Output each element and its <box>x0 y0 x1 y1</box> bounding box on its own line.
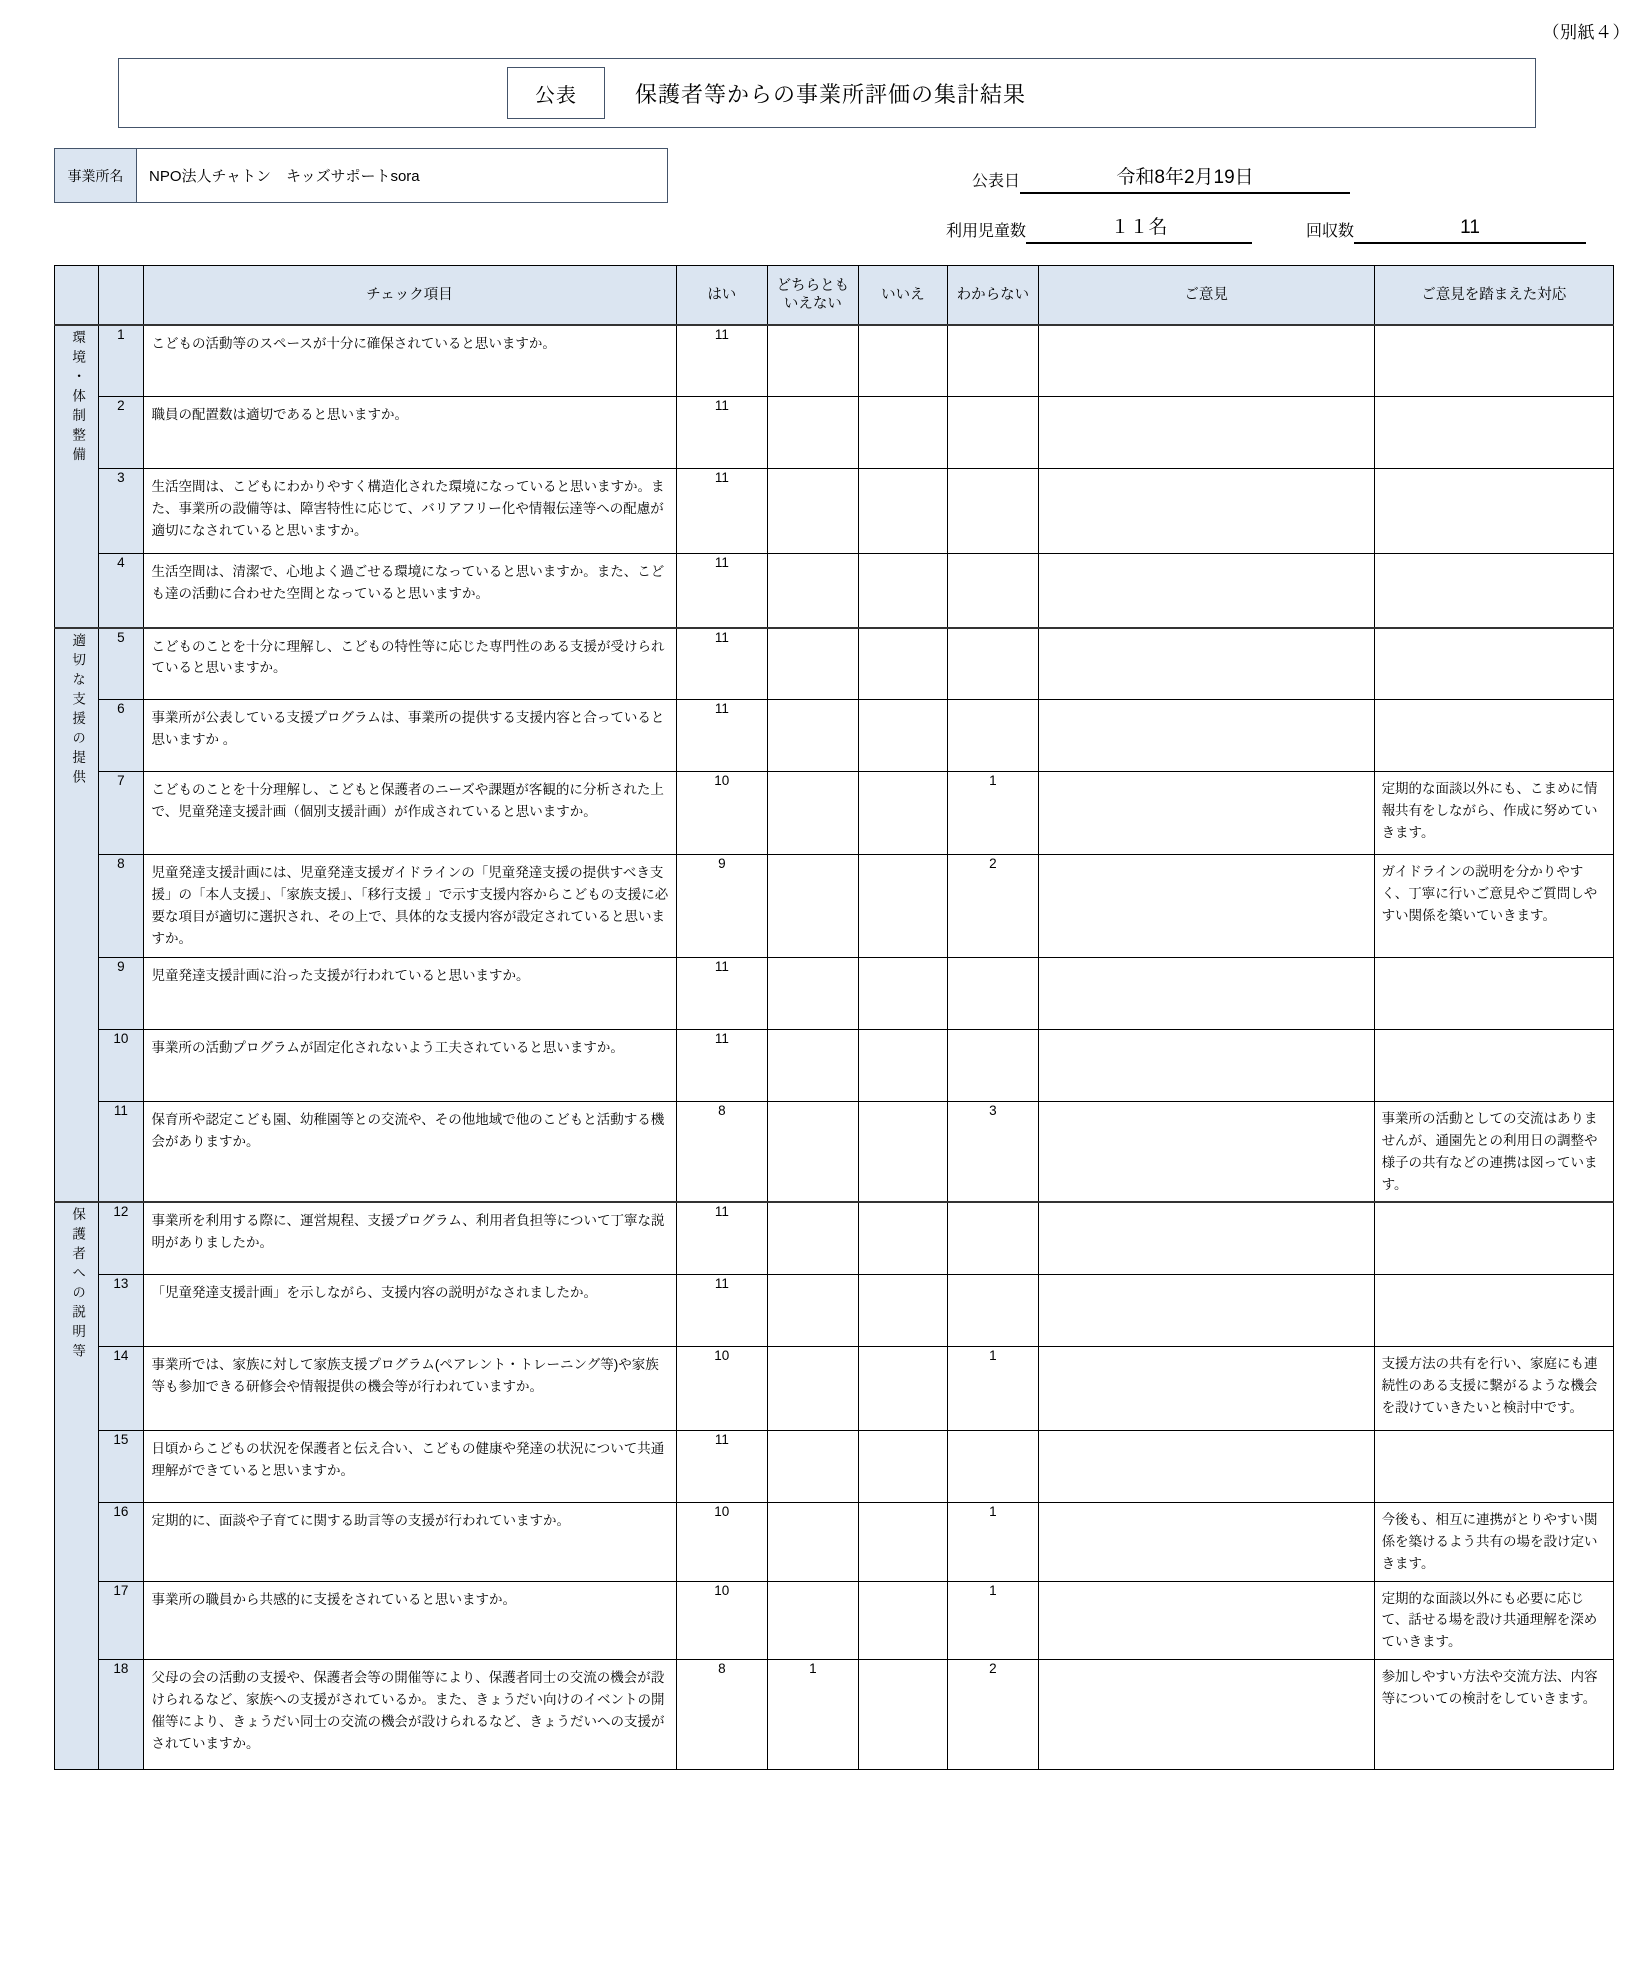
no-count-cell <box>858 325 948 397</box>
table-row <box>55 628 1614 700</box>
question-cell: 事業所が公表している支援プログラムは、事業所の提供する支援内容と合っていると思いますか 。 <box>143 700 676 772</box>
category-cell <box>55 628 99 1203</box>
no-count-cell <box>858 469 948 554</box>
yes-count-cell: 11 <box>676 469 768 554</box>
row-number-cell: 15 <box>99 1430 143 1502</box>
opinion-cell <box>1038 1202 1374 1274</box>
table-body <box>55 325 1614 1770</box>
question-cell: 事業所の職員から共感的に支援をされていると思いますか。 <box>143 1581 676 1660</box>
no-count-cell <box>858 397 948 469</box>
unknown-count-cell <box>948 1202 1039 1274</box>
children-count-value: １１名 <box>1026 212 1252 244</box>
table-row <box>55 1202 1614 1274</box>
unknown-count-cell <box>948 554 1039 628</box>
opinion-cell <box>1038 772 1374 855</box>
response-cell <box>1374 469 1613 554</box>
row-number-cell: 16 <box>99 1502 143 1581</box>
opinion-cell <box>1038 628 1374 700</box>
response-cell <box>1374 554 1613 628</box>
col-header-yes: はい <box>676 266 768 325</box>
opinion-cell <box>1038 554 1374 628</box>
yes-count-cell: 10 <box>676 1581 768 1660</box>
neither-count-cell <box>768 958 859 1030</box>
opinion-cell <box>1038 1274 1374 1346</box>
opinion-cell <box>1038 325 1374 397</box>
question-cell: 定期的に、面談や子育てに関する助言等の支援が行われていますか。 <box>143 1502 676 1581</box>
col-header-opinion: ご意見 <box>1038 266 1374 325</box>
opinion-cell <box>1038 1660 1374 1770</box>
no-count-cell <box>858 855 948 958</box>
opinion-cell <box>1038 469 1374 554</box>
table-row <box>55 700 1614 772</box>
row-number-cell: 7 <box>99 772 143 855</box>
col-header-number <box>99 266 143 325</box>
col-header-no: いいえ <box>858 266 948 325</box>
question-cell: 職員の配置数は適切であると思いますか。 <box>143 397 676 469</box>
yes-count-cell: 11 <box>676 1202 768 1274</box>
table-row <box>55 1274 1614 1346</box>
neither-count-cell <box>768 469 859 554</box>
collected-count-label: 回収数 <box>1306 223 1355 240</box>
neither-count-cell <box>768 325 859 397</box>
yes-count-cell: 11 <box>676 958 768 1030</box>
row-number-cell: 18 <box>99 1660 143 1770</box>
neither-count-cell <box>768 628 859 700</box>
table-row <box>55 1030 1614 1102</box>
row-number-cell: 1 <box>99 325 143 397</box>
yes-count-cell: 11 <box>676 1430 768 1502</box>
unknown-count-cell <box>948 469 1039 554</box>
row-number-cell: 10 <box>99 1030 143 1102</box>
table-row <box>55 554 1614 628</box>
opinion-cell <box>1038 1030 1374 1102</box>
row-number-cell: 9 <box>99 958 143 1030</box>
yes-count-cell: 11 <box>676 397 768 469</box>
unknown-count-cell: 1 <box>948 1502 1039 1581</box>
category-label: 適切な支援の提供 <box>70 632 86 789</box>
question-cell: 保育所や認定こども園、幼稚園等との交流や、その他地域で他のこどもと活動する機会がありますか。 <box>143 1102 676 1203</box>
table-row <box>55 1502 1614 1581</box>
row-number-cell: 5 <box>99 628 143 700</box>
category-label: 保護者への説明等 <box>70 1207 86 1364</box>
unknown-count-cell <box>948 700 1039 772</box>
question-cell: 事業所では、家族に対して家族支援プログラム(ペアレント・トレーニング等)や家族等も参加できる研修会や情報提供の機会等が行われていますか。 <box>143 1346 676 1430</box>
row-number-cell: 14 <box>99 1346 143 1430</box>
question-cell: 事業所を利用する際に、運営規程、支援プログラム、利用者負担等について丁寧な説明がありましたか。 <box>143 1202 676 1274</box>
table-row <box>55 469 1614 554</box>
row-number-cell: 11 <box>99 1102 143 1203</box>
unknown-count-cell: 1 <box>948 1581 1039 1660</box>
children-count-label: 利用児童数 <box>946 223 1027 240</box>
row-number-cell: 8 <box>99 855 143 958</box>
yes-count-cell: 10 <box>676 1346 768 1430</box>
table-row <box>55 1581 1614 1660</box>
response-cell <box>1374 1274 1613 1346</box>
row-number-cell: 6 <box>99 700 143 772</box>
neither-count-cell <box>768 397 859 469</box>
yes-count-cell: 11 <box>676 700 768 772</box>
page-title: 保護者等からの事業所評価の集計結果 <box>635 81 1027 107</box>
table-row <box>55 1102 1614 1203</box>
unknown-count-cell <box>948 397 1039 469</box>
no-count-cell <box>858 1274 948 1346</box>
col-header-neither: どちらとも いえない <box>768 266 859 325</box>
no-count-cell <box>858 1502 948 1581</box>
no-count-cell <box>858 554 948 628</box>
yes-count-cell: 11 <box>676 325 768 397</box>
response-cell <box>1374 1430 1613 1502</box>
no-count-cell <box>858 1102 948 1203</box>
response-cell <box>1374 628 1613 700</box>
col-header-unknown: わからない <box>948 266 1039 325</box>
survey-results-table <box>54 265 1614 1770</box>
yes-count-cell: 8 <box>676 1660 768 1770</box>
yes-count-cell: 11 <box>676 1030 768 1102</box>
unknown-count-cell <box>948 1030 1039 1102</box>
question-cell: 生活空間は、清潔で、心地よく過ごせる環境になっていると思いますか。また、こども達の活動に合わせた空間となっていると思いますか。 <box>143 554 676 628</box>
collected-count-value: 11 <box>1354 217 1586 244</box>
table-row <box>55 397 1614 469</box>
neither-count-cell <box>768 1346 859 1430</box>
table-row <box>55 1346 1614 1430</box>
row-number-cell: 4 <box>99 554 143 628</box>
row-number-cell: 2 <box>99 397 143 469</box>
row-number-cell: 17 <box>99 1581 143 1660</box>
publish-date-row <box>972 162 1350 194</box>
neither-count-cell <box>768 772 859 855</box>
counts-row <box>946 212 1586 244</box>
no-count-cell <box>858 700 948 772</box>
col-header-response: ご意見を踏まえた対応 <box>1374 266 1613 325</box>
no-count-cell <box>858 628 948 700</box>
neither-count-cell <box>768 1581 859 1660</box>
neither-count-cell <box>768 700 859 772</box>
title-bar <box>118 58 1536 128</box>
yes-count-cell: 9 <box>676 855 768 958</box>
response-cell <box>1374 325 1613 397</box>
yes-count-cell: 10 <box>676 772 768 855</box>
response-cell: 支援方法の共有を行い、家庭にも連続性のある支援に繋がるような機会を設けていきたいと検討中です。 <box>1374 1346 1613 1430</box>
question-cell: 日頃からこどもの状況を保護者と伝え合い、こどもの健康や発達の状況について共通理解ができていると思いますか。 <box>143 1430 676 1502</box>
no-count-cell <box>858 1202 948 1274</box>
yes-count-cell: 11 <box>676 554 768 628</box>
category-label: 環境・体制整備 <box>70 329 86 466</box>
opinion-cell <box>1038 958 1374 1030</box>
response-cell <box>1374 958 1613 1030</box>
no-count-cell <box>858 772 948 855</box>
response-cell: 今後も、相互に連携がとりやすい関係を築けるよう共有の場を設け定いきます。 <box>1374 1502 1613 1581</box>
opinion-cell <box>1038 1346 1374 1430</box>
no-count-cell <box>858 1660 948 1770</box>
unknown-count-cell: 1 <box>948 772 1039 855</box>
neither-count-cell <box>768 1274 859 1346</box>
category-cell <box>55 325 99 628</box>
neither-count-cell <box>768 1202 859 1274</box>
col-header-question: チェック項目 <box>143 266 676 325</box>
yes-count-cell: 8 <box>676 1102 768 1203</box>
yes-count-cell: 10 <box>676 1502 768 1581</box>
opinion-cell <box>1038 1102 1374 1203</box>
opinion-cell <box>1038 700 1374 772</box>
unknown-count-cell <box>948 958 1039 1030</box>
table-row <box>55 1660 1614 1770</box>
opinion-cell <box>1038 397 1374 469</box>
response-cell: 事業所の活動としての交流はありませんが、通園先との利用日の調整や様子の共有などの連携は図っています。 <box>1374 1102 1613 1203</box>
neither-count-cell <box>768 855 859 958</box>
facility-name-value: NPO法人チャトン キッズサポートsora <box>149 168 420 185</box>
neither-count-cell: 1 <box>768 1660 859 1770</box>
opinion-cell <box>1038 855 1374 958</box>
facility-name-label: 事業所名 <box>55 149 137 202</box>
yes-count-cell: 11 <box>676 628 768 700</box>
facility-box <box>54 148 668 203</box>
unknown-count-cell <box>948 1430 1039 1502</box>
unknown-count-cell <box>948 325 1039 397</box>
question-cell: 「児童発達支援計画」を示しながら、支援内容の説明がなされましたか。 <box>143 1274 676 1346</box>
table-row <box>55 855 1614 958</box>
opinion-cell <box>1038 1581 1374 1660</box>
question-cell: 児童発達支援計画には、児童発達支援ガイドラインの「児童発達支援の提供すべき支援」の「本人支援」、「家族支援」、「移行支援 」で示す支援内容からこどもの支援に必要な項目が適切に選択され、その上で、具体的な支援内容が設定されていると思いますか。 <box>143 855 676 958</box>
response-cell: ガイドラインの説明を分かりやすく、丁寧に行いご意見やご質問しやすい関係を築いていきます。 <box>1374 855 1613 958</box>
row-number-cell: 3 <box>99 469 143 554</box>
yes-count-cell: 11 <box>676 1274 768 1346</box>
response-cell <box>1374 1030 1613 1102</box>
opinion-cell <box>1038 1430 1374 1502</box>
unknown-count-cell <box>948 1274 1039 1346</box>
no-count-cell <box>858 1346 948 1430</box>
unknown-count-cell: 2 <box>948 1660 1039 1770</box>
table-header-row <box>55 266 1614 325</box>
publish-date-value: 令和8年2月19日 <box>1020 162 1350 194</box>
sheet-marker: （別紙４） <box>1542 23 1630 42</box>
no-count-cell <box>858 958 948 1030</box>
question-cell: こどものことを十分理解し、こどもと保護者のニーズや課題が客観的に分析された上で、児童発達支援計画（個別支援計画）が作成されていると思いますか。 <box>143 772 676 855</box>
question-cell: 生活空間は、こどもにわかりやすく構造化された環境になっていると思いますか。また、事業所の設備等は、障害特性に応じて、バリアフリー化や情報伝達等への配慮が適切になされていると思いますか。 <box>143 469 676 554</box>
table-row <box>55 958 1614 1030</box>
table-row <box>55 325 1614 397</box>
publication-tag: 公表 <box>507 67 605 119</box>
no-count-cell <box>858 1430 948 1502</box>
unknown-count-cell: 2 <box>948 855 1039 958</box>
response-cell: 定期的な面談以外にも、こまめに情報共有をしながら、作成に努めていきます。 <box>1374 772 1613 855</box>
row-number-cell: 12 <box>99 1202 143 1274</box>
opinion-cell <box>1038 1502 1374 1581</box>
neither-count-cell <box>768 554 859 628</box>
question-cell: こどもの活動等のスペースが十分に確保されていると思いますか。 <box>143 325 676 397</box>
unknown-count-cell: 1 <box>948 1346 1039 1430</box>
question-cell: 児童発達支援計画に沿った支援が行われていると思いますか。 <box>143 958 676 1030</box>
question-cell: 事業所の活動プログラムが固定化されないよう工夫されていると思いますか。 <box>143 1030 676 1102</box>
no-count-cell <box>858 1030 948 1102</box>
neither-count-cell <box>768 1430 859 1502</box>
row-number-cell: 13 <box>99 1274 143 1346</box>
publish-date-label: 公表日 <box>972 173 1021 190</box>
response-cell <box>1374 700 1613 772</box>
neither-count-cell <box>768 1102 859 1203</box>
neither-count-cell <box>768 1030 859 1102</box>
no-count-cell <box>858 1581 948 1660</box>
question-cell: 父母の会の活動の支援や、保護者会等の開催等により、保護者同士の交流の機会が設けられるなど、家族への支援がされているか。また、きょうだい向けのイベントの開催等により、きょうだい同士の交流の機会が設けられるなど、きょうだいへの支援がされていますか。 <box>143 1660 676 1770</box>
unknown-count-cell: 3 <box>948 1102 1039 1203</box>
neither-count-cell <box>768 1502 859 1581</box>
response-cell <box>1374 1202 1613 1274</box>
response-cell: 参加しやすい方法や交流方法、内容等についての検討をしていきます。 <box>1374 1660 1613 1770</box>
col-header-category <box>55 266 99 325</box>
response-cell: 定期的な面談以外にも必要に応じて、話せる場を設け共通理解を深めていきます。 <box>1374 1581 1613 1660</box>
question-cell: こどものことを十分に理解し、こどもの特性等に応じた専門性のある支援が受けられていると思いますか。 <box>143 628 676 700</box>
table-row <box>55 1430 1614 1502</box>
unknown-count-cell <box>948 628 1039 700</box>
table-header <box>55 266 1614 325</box>
category-cell <box>55 1202 99 1769</box>
table-row <box>55 772 1614 855</box>
response-cell <box>1374 397 1613 469</box>
